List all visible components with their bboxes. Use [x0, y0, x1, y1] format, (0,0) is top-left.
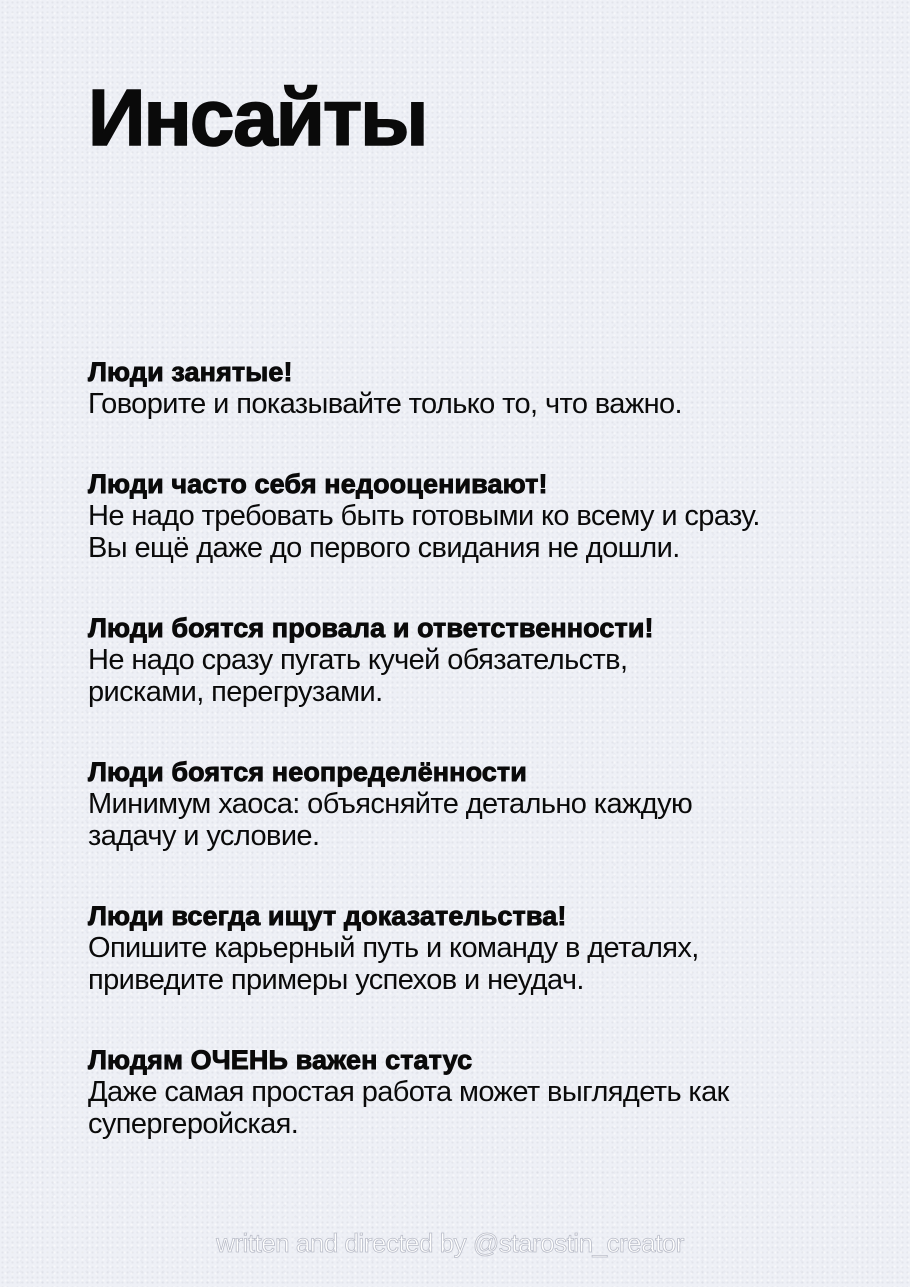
- page-title: Инсайты: [88, 73, 427, 162]
- insight-text: Не надо сразу пугать кучей обязательств, рисками, перегрузами.: [88, 644, 628, 708]
- insight-item-1: [88, 356, 878, 420]
- insight-heading: Люди всегда ищут доказательства!: [88, 901, 567, 931]
- author-credit: written and directed by @starostin_creator: [216, 1228, 684, 1258]
- insight-text: Опишите карьерный путь и команду в деталях, приведите примеры успехов и неудач.: [88, 932, 699, 996]
- insight-heading: Людям ОЧЕНЬ важен статус: [88, 1045, 473, 1075]
- insight-item-2: [88, 468, 878, 564]
- insights-list: [88, 356, 878, 1188]
- insight-heading: Люди занятые!: [88, 357, 293, 387]
- insight-text: Говорите и показывайте только то, что важно.: [88, 388, 683, 420]
- insight-heading: Люди боятся неопределённости: [88, 757, 527, 787]
- insight-heading: Люди часто себя недооценивают!: [88, 469, 548, 499]
- insight-text: Минимум хаоса: объясняйте детально каждую задачу и условие.: [88, 788, 693, 852]
- insight-item-6: [88, 1044, 878, 1140]
- insight-item-3: [88, 612, 878, 708]
- insight-item-5: [88, 900, 878, 996]
- insight-text: Даже самая простая работа может выглядеть как супергеройская.: [88, 1076, 729, 1140]
- insight-item-4: [88, 756, 878, 852]
- insight-text: Не надо требовать быть готовыми ко всему и сразу. Вы ещё даже до первого свидания не дошли.: [88, 500, 760, 564]
- insight-heading: Люди боятся провала и ответственности!: [88, 613, 654, 643]
